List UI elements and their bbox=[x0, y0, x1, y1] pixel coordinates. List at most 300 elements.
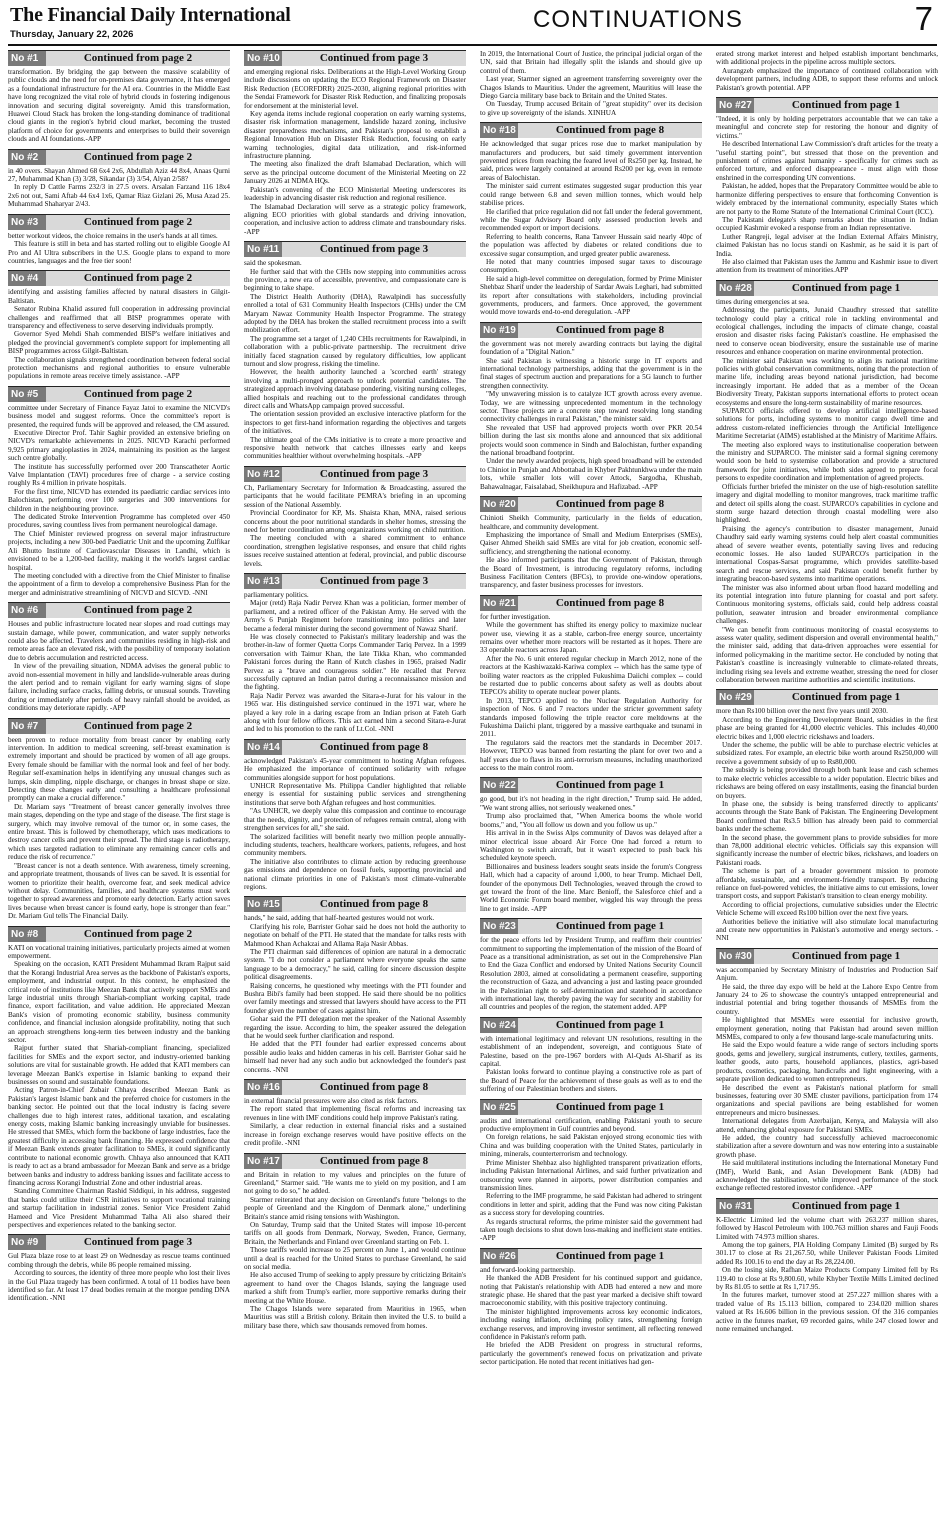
paragraph: The minister highlighted improvements across key economic indicators, including easing inflation, declining policy rates, strengthening foreign exchange reserves, and improving investor sentiment, all reflecting renewed confidence in Pakistan's reform path. bbox=[480, 1307, 702, 1341]
continued-from-label: Continued from page 3 bbox=[319, 574, 429, 587]
article-number: No #5 bbox=[8, 387, 46, 402]
section-title: CONTINUATIONS bbox=[533, 6, 743, 33]
paragraph: Raising concerns, he questioned why meetings with the PTI founder and Bushra Bibi's family had been stopped. He said there should be no politics over family meetings and stressed that lawyers should have access to the PTI founder given the number of cases against him. bbox=[244, 981, 466, 1015]
continued-from-label: Continued from page 1 bbox=[555, 920, 665, 933]
paragraph: Luther Rangreji, legal adviser at the Indian External Affairs Ministry, claimed Pakistan has no locus standi on Kashmir, as he said it is part of India. bbox=[716, 232, 938, 258]
article-body bbox=[480, 1035, 702, 1094]
article bbox=[8, 926, 230, 1230]
paragraph: The collaboration signals strengthened coordination between federal social protection mechanisms and regional authorities to ensure vulnerable populations in remote areas receive timely assistance. -APP bbox=[8, 355, 230, 381]
continued-from-label: Continued from page 1 bbox=[555, 1018, 665, 1031]
continuation-header bbox=[8, 926, 230, 942]
continued-from-label: Continued from page 2 bbox=[83, 52, 193, 64]
article-number: No #11 bbox=[244, 242, 282, 257]
continued-from-label: Continued from page 3 bbox=[83, 1236, 193, 1249]
article bbox=[8, 386, 230, 597]
article-number: No #2 bbox=[8, 150, 46, 165]
paragraph: for further investigation. bbox=[480, 612, 551, 621]
paragraph: Governor Syed Mehdi Shah commended BISP's welfare initiatives and pledged the provincial government's complete support for implementing all BISP programmes across Gilgit-Baltistan. bbox=[8, 330, 230, 356]
paragraph: The orientation session provided an exclusive interactive platform for the inspectors to get first-hand information regarding the objectives and targets of the initiatives. bbox=[244, 410, 466, 436]
continuation-header bbox=[480, 1099, 702, 1115]
paragraph: In view of the prevailing situation, NDMA advises the general public to avoid non-essential movement in hilly and landslide-vulnerable areas during the alert period and to remain vigilant for early warning signs of slope failure, including surface cracks, falling debris, or unusual sounds. Traveling during or immediately after periods of heavy rainfall should be avoided, as conditions may deteriorate rapidly. -APP bbox=[8, 662, 230, 713]
paragraph: KATI on vocational training initiatives, particularly projects aimed at women empowerment. bbox=[8, 943, 230, 960]
continued-from-label: Continued from page 1 bbox=[791, 99, 901, 112]
article-number: No #24 bbox=[480, 1018, 518, 1033]
paragraph: In 2019, the International Court of Justice, the principal judicial organ of the UN, said that Britain had illegally split the islands and should give up control of them. bbox=[480, 50, 702, 75]
article-body bbox=[716, 1216, 938, 1334]
continued-from-label: Continued from page 3 bbox=[319, 52, 429, 64]
continuation-header bbox=[8, 214, 230, 230]
paragraph: He added, the country had successfully achieved macroeconomic stabilization after a severe downturn and was now entering into a sustainable growth phase. bbox=[716, 1133, 938, 1159]
article-number: No #14 bbox=[244, 740, 282, 755]
column-4 bbox=[716, 50, 938, 1522]
continued-from-label: Continued from page 2 bbox=[83, 272, 193, 285]
paragraph: The regulators said the reactors met the standards in December 2017. However, TEPCO was banned from restarting the plant for over two and a half years due to flaws in its anti-terrorism measures, including unauthorized access to the main control room. bbox=[480, 738, 702, 773]
continuation-header bbox=[716, 280, 938, 296]
paragraph: Senator Rubina Khalid assured full cooperation in addressing provincial challenges and reaffirmed that all BISP programmes operate with transparency and effectiveness to serve deserving individuals promptly. bbox=[8, 305, 230, 330]
article-body bbox=[480, 795, 702, 913]
paragraph: The minister said Pakistan was working to align its national maritime policies with global conservation commitments, noting that the protection of marine life, including areas beyond national jurisdiction, had become increasingly important. He added that as a member of the Ocean Biodiversity Treaty, Pakistan supports international efforts to protect ocean ecosystems and ensure the long-term sustainability of marine resources. bbox=[716, 356, 938, 407]
paragraph: Gul Plaza blaze rose to at least 29 on Wednesday as rescue teams continued combing through the debris, while 86 people remained missing. bbox=[8, 1252, 230, 1269]
article-body bbox=[244, 1171, 466, 1331]
article bbox=[716, 689, 938, 942]
article bbox=[480, 1099, 702, 1243]
continued-from-label: Continued from page 8 bbox=[319, 1081, 429, 1094]
article-body bbox=[8, 944, 230, 1230]
paragraph: Addressing the participants, Junaid Chaudhry stressed that satellite technology could play a critical role in tackling environmental and ecological challenges, including the impacts of climate change, coastal erosion and disaster risks facing Pakistan's coastline. He emphasised the need to conserve ocean biodiversity, ensure the sustainable use of marine resources and enhance cooperation on marine environmental protection. bbox=[716, 306, 938, 357]
paragraph: On Saturday, Trump said that the United States will impose 10-percent tariffs on all goods from Denmark, Norway, Sweden, France, Germany, Britain, the Netherlands and Finland over Greenland starting on Feb. 1. bbox=[244, 1220, 466, 1246]
article-body bbox=[480, 1266, 702, 1367]
masthead bbox=[8, 2, 937, 46]
article bbox=[480, 322, 702, 491]
paragraph: Referring to health concerns, Rana Tanveer Hussain said nearly 40pc of the population was affected by diabetes or related conditions due to excessive sugar consumption, and urged greater public awareness. bbox=[480, 232, 702, 258]
paragraph: been proven to reduce mortality from breast cancer by enabling early intervention. In addition to medical screening, self-breast examination is extremely important and should be practiced by women of all age groups. Every female should be familiar with the normal look and feel of her body. Regular self-examination helps in identifying any unusual changes such as lumps, skin dimpling, nipple discharge, or changes in breast shape or size. Detecting these changes early and consulting a healthcare professional promptly can make a crucial difference." bbox=[8, 735, 230, 803]
paragraph: and emerging regional risks. Deliberations at the High-Level Working Group include discussions on updating the ECO Regional Framework on Disaster Risk Reduction (ECORFDRR) 2025-2030, aligning regional priorities with the Sendai Framework for Disaster Risk Reduction, and finalizing proposals for endorsement at the ministerial level. bbox=[244, 68, 466, 110]
paragraph: said the spokesman. bbox=[244, 259, 302, 268]
article bbox=[480, 496, 702, 590]
article-body bbox=[244, 68, 466, 236]
paragraph: Officials further briefed the minister on the use of high-resolution satellite imagery and digital modelling to monitor mangroves, track maritime traffic and detect oil spills along the coast. SUPARCO's capabilities in cyclone and storm surge hazard detection through coastal modelling were also highlighted. bbox=[716, 482, 938, 525]
paragraph: The Islamabad Declaration will serve as a strategic policy framework, aligning ECO priorities with global standards and driving innovation, cooperation, and inclusive action to address climate and transboundary risks. -APP bbox=[244, 202, 466, 236]
article-number: No #12 bbox=[244, 467, 282, 482]
article-body bbox=[8, 404, 230, 597]
paragraph: hands," he said, adding that half-hearted gestures would not work. bbox=[244, 914, 435, 923]
continuation-header bbox=[8, 1234, 230, 1250]
paragraph: He said, the three day expo will be held at the Lahore Expo Centre from January 24 to 26 to showcase the country's untapped entrepreneurial and industrial potential and bring together thousands of MSMEs from the country. bbox=[716, 982, 938, 1016]
article-body bbox=[716, 115, 938, 275]
article-body bbox=[244, 484, 466, 568]
paragraph: Trump also proclaimed that, "When America booms the whole world booms," and, "You all follow us down and you follow us up." bbox=[480, 812, 702, 829]
paragraph: "My unwavering mission is to catalyze ICT growth across every avenue. Today, we are witnessing unprecedented momentum in the technology sector. These projects are a concrete step toward resolving long standing connectivity challenges in rural Pakistan," the minister said. bbox=[480, 390, 702, 424]
paragraph: On the losing side, Rafhan Maize Products Company Limited fell by Rs 119.40 to close at Rs 9,800.60, while Khyber Textile Mills Limited declined by Rs 81.05 to settle at Rs 1,717.95. bbox=[716, 1266, 938, 1292]
article-number: No #10 bbox=[244, 51, 282, 66]
continuation-header bbox=[480, 918, 702, 934]
continued-from-label: Continued from page 2 bbox=[83, 927, 193, 940]
paragraph: Provincial Coordinator for KP, Ms. Shaista Khan, MNA, raised serious concerns about the poor nutritional standards in shelter homes, stressing the need for better coordination among organizations working on child nutrition. bbox=[244, 509, 466, 534]
paragraph: Chinioti Sheikh Community, particularly in the fields of education, healthcare, and community development. bbox=[480, 514, 702, 531]
continued-from-label: Continued from page 2 bbox=[83, 215, 193, 228]
continuation-header bbox=[480, 777, 702, 793]
article-number: No #16 bbox=[244, 1080, 282, 1095]
continuation-header bbox=[244, 241, 466, 257]
continuation-header bbox=[480, 1248, 702, 1264]
paragraph: erated strong market interest and helped establish important benchmarks, with additional projects in the pipeline across multiple sectors. bbox=[716, 50, 938, 67]
paragraph: The programme set a target of 1,240 CHIs recruitments for Rawalpindi, in collaboration with a public-private partnership. The recruitment drive initially faced stagnation caused by regulatory difficulties, low applicant turnout and slow progress, risking the timeline. bbox=[244, 334, 466, 368]
paragraph: for the peace efforts led by President Trump, and reaffirm their countries' commitment to supporting the implementation of the mission of the Board of Peace as a transitional administration, as set out in the Comprehensive Plan to End the Gaza Conflict and endorsed by United Nations Security Council Resolution 2803, aimed at consolidating a permanent ceasefire, supporting the reconstruction of Gaza, and advancing a just and lasting peace grounded in the Palestinian right to self-determination and statehood in accordance with international law, thereby paving the way for security and stability for all countries and peoples of the region, the statement added. APP bbox=[480, 936, 702, 1012]
continuation-header bbox=[244, 50, 466, 66]
paragraph: "Indeed, it is only by holding perpetrators accountable that we can take a meaningful and concrete step for restoring the honour and dignity of victims." bbox=[716, 115, 938, 140]
continuation-header bbox=[244, 739, 466, 755]
article bbox=[480, 1017, 702, 1094]
paragraph: He also claimed that Pakistan uses the Jammu and Kashmir issue to divert attention from its treatment of minorities.APP bbox=[716, 257, 938, 275]
paragraph: The meeting also finalized the draft Islamabad Declaration, which will serve as the principal outcome document of the Ministerial Meeting on 22 January 2026 at NDMA HQs. bbox=[244, 160, 466, 186]
paragraph: Acting Patron-in-Chief Zubair Chhaya described Meezan Bank as Pakistan's largest Islamic bank and the preferred choice for customers in the banking sector. He pointed out that the local industry is facing severe challenges due to high interest rates, additional taxation, and escalating energy costs, making Islamic banking increasingly unviable for businesses. He stressed that SMEs, which form the backbone of large industries, face the greatest difficulty in accessing bank financing. He expressed confidence that if Meezan Bank extends greater facilitation to SMEs, it could significantly contribute to national economic growth. Chhaya also announced that KATI is ready to act as a brand ambassador for Meezan Bank and serve as a bridge between banks and industry to address banking issues and facilitate access to financing across Korangi Industrial Zone and other industrial areas. bbox=[8, 1086, 230, 1187]
paragraph: Authorities believe the initiative will also stimulate local manufacturing and create new opportunities in Pakistan's automotive and energy sectors. -NNI bbox=[716, 917, 938, 943]
paragraph: In 2013, TEPCO applied to the Nuclear Regulation Authority for inspection of Nos. 6 and 7 reactors under the stricter government safety standards imposed following the triple reactor core meltdowns at the Fukushima Daiichi plant, triggered by a massive earthquake and tsunami in 2011. bbox=[480, 696, 702, 739]
continuation-header bbox=[480, 122, 702, 138]
paragraph: parliamentary politics. bbox=[244, 590, 309, 599]
paragraph: On Tuesday, Trump accused Britain of "great stupidity" over its decision to give up sovereignty of the islands. XINHUA bbox=[480, 100, 702, 117]
paragraph: audits and international certification, enabling Pakistani youth to secure productive employment in Gulf countries and beyond. bbox=[480, 1116, 702, 1134]
paragraph: While the government has shifted its energy policy to maximize nuclear power use, viewing it as a stable, carbon-free energy source, uncertainty remains over whether more reactors will be restarted as it hopes. There are 33 operable reactors across Japan. bbox=[480, 621, 702, 655]
article-number: No #3 bbox=[8, 215, 46, 230]
article-number: No #20 bbox=[480, 497, 518, 512]
article-number: No #6 bbox=[8, 603, 46, 618]
paragraph: Among the top gainers, PIA Holding Company Limited (B) surged by Rs 301.17 to close at Rs 21,267.50, while Unilever Pakistan Foods Limited added Rs 100.16 to end the day at Rs 28,224.00. bbox=[716, 1241, 938, 1266]
article bbox=[716, 50, 938, 92]
article-number: No #9 bbox=[8, 1235, 46, 1250]
paragraph: He described the event as Pakistan's national platform for small businesses, featuring over 30 SME cluster pavilions, participation from 174 organizations and special pavilions are being established for women entrepreneurs and micro businesses. bbox=[716, 1083, 938, 1117]
paragraph: As regards structural reforms, the prime minister said the government had taken tough decisions to shut down loss-making and inefficient state entities. -APP bbox=[480, 1217, 702, 1243]
paragraph: She revealed that USF had approved projects worth over PKR 20.54 billion during the last six months alone and announced that six additional projects would soon commence in Sindh and Balochistan, further expanding the national broadband footprint. bbox=[480, 423, 702, 458]
continued-from-label: Continued from page 2 bbox=[83, 150, 193, 163]
article bbox=[480, 50, 702, 117]
paragraph: transformation. By bridging the gap between the massive scalability of public clouds and the need for on-premises data governance, it has emerged as a foundational infrastructure for the AI era. Countries in the Middle East have long recognized the vital role of hybrid clouds in fostering indigenous innovation and securing digital sovereignty. Amid this transformation, Huawei Cloud Stack has broken the long-standing dominance of traditional cloud giants in the region's hybrid cloud market, becoming the trusted platform of choice for governments and enterprises to build their sovereign clouds and AI foundations.-APP bbox=[8, 68, 230, 144]
continued-from-label: Continued from page 1 bbox=[791, 949, 901, 962]
article bbox=[480, 595, 702, 773]
continuation-header bbox=[716, 689, 938, 705]
paragraph: The District Health Authority (DHA), Rawalpindi has successfully enrolled a total of 631 Community Health Inspectors (CHIs) under the CM Maryam Nawaz Community Health Inspector Programme. The strategy adopted by the DHA has broken the stalled recruitment process into a swift mobilization effort. bbox=[244, 292, 466, 335]
paragraph: On foreign relations, he said Pakistan enjoyed strong economic ties with China and was building cooperation with the United States, particularly in mining, minerals, counterterrorism and technology. bbox=[480, 1133, 702, 1159]
continuation-header bbox=[480, 1017, 702, 1033]
paragraph: Standing Committee Chairman Rashid Siddiqui, in his address, suggested that banks could utilize their CSR initiatives to support vocational training and startup facilitation in industrial zones. Senior Vice President Zahid Hameed and Vice President Muhammad Talha Ali also shared their perspectives and experiences related to the banking sector. bbox=[8, 1187, 230, 1229]
article-body bbox=[716, 298, 938, 685]
article-body bbox=[480, 1117, 702, 1243]
article-number: No #7 bbox=[8, 719, 46, 734]
continued-from-label: Continued from page 2 bbox=[83, 604, 193, 617]
continuation-header bbox=[8, 50, 230, 66]
paragraph: He also accused Trump of seeking to apply pressure by criticizing Britain's agreement to hand over the Chagos Islands, saying the language used marked a shift from Trump's earlier, more supportive remarks during their meeting at the White House. bbox=[244, 1271, 466, 1305]
continued-from-label: Continued from page 1 bbox=[791, 691, 901, 704]
continued-from-label: Continued from page 3 bbox=[319, 467, 429, 480]
paragraph: Speaking on the occasion, KATI President Muhammad Ikram Rajput said that the Korangi Industrial Area serves as the backbone of Pakistan's exports, employment, and industrial output. In this context, he emphasized the critical role of institutions like Meezan Bank that actively support SMEs and large industrial units through Shariah-compliant working capital, trade finance, export facilitation, and value addition. He appreciated Meezan Bank's vision of promoting economic stability, business community confidence, and financial inclusion alongside profitability, noting that such an approach strengthens long-term ties between industry and the banking sector. bbox=[8, 960, 230, 1044]
column-2 bbox=[244, 50, 466, 1522]
article-number: No #28 bbox=[716, 281, 754, 296]
paragraph: He described International Law Commission's draft articles for the treaty a "useful starting point", but stressed that those on the prevention and punishment of crimes against humanity - specifically for crimes such as enforced torture, and enforced disappearance - must align with those enshrined in the corresponding UN conventions. bbox=[716, 140, 938, 182]
article-body bbox=[244, 1097, 466, 1147]
paragraph: Praising the agency's contribution to disaster management, Junaid Chaudhry said early warning systems could help alert coastal communities ahead of severe weather events, potentially saving lives and reducing economic losses. He also lauded SUPARCO's participation in the international Cospas-Sarsat programme, which provides satellite-based search and rescue services, and said Pakistan could benefit further by integrating beacon-based systems into maritime operations. bbox=[716, 524, 938, 584]
article-number: No #21 bbox=[480, 596, 518, 611]
paragraph: He added that the PTI founder had earlier expressed concerns about possible audio leaks and hidden cameras in his cell. Barrister Gohar said he himself had never had any such audio but acknowledged the founder's past concerns. -NNI bbox=[244, 1040, 466, 1074]
article-body bbox=[480, 514, 702, 590]
paragraph: He said multilateral institutions including the International Monetary Fund (IMF), World Bank, and Asian Development Bank (ADB) had acknowledged the stabilisation, while improved performance of the stock exchange reflected restored investor confidence. -APP bbox=[716, 1159, 938, 1193]
column-3 bbox=[480, 50, 702, 1522]
article bbox=[8, 214, 230, 266]
paragraph: Prime Minister Shehbaz also highlighted transparent privatization efforts, including Pakistan International Airlines, and said further privatization and outsourcing were planned in airports, power distribution companies and transmission lines. bbox=[480, 1158, 702, 1192]
article-body bbox=[8, 167, 230, 209]
article-body bbox=[8, 736, 230, 921]
paragraph: He said the Expo would feature a wide range of sectors including sports goods, gems and jewellery, surgical instruments, cutlery, textiles, garments, leather goods, auto parts, household appliances, plastics, agri-based products, cosmetics, packaging, handicrafts and light engineering, with a separate pavilion dedicated to women entrepreneurs. bbox=[716, 1041, 938, 1084]
paragraph: International delegates from Azerbaijan, Kenya, and Malaysia will also attend, enhancing global exposure for Pakistani SMEs. bbox=[716, 1117, 938, 1134]
paragraph: "We can benefit from continuous monitoring of coastal ecosystems to assess water quality, sediment dispersion and overall environmental health," the minister said, adding that data-driven approaches were essential for informed policymaking in the maritime sector. He concluded by noting that Pakistan's coastline is increasingly vulnerable to climate-related threats, including rising sea levels and extreme weather, stressing the need for closer collaboration between maritime authorities and scientific institutions. bbox=[716, 625, 938, 685]
article bbox=[480, 918, 702, 1012]
paragraph: The scheme is part of a broader government mission to promote affordable, sustainable, and environment-friendly transport. By reducing reliance on fuel-powered vehicles, the initiative aims to cut emissions, lower transport costs, and support Pakistan's transition to clean energy mobility. bbox=[716, 867, 938, 901]
paragraph: Those tariffs would increase to 25 percent on June 1, and would continue until a deal is reached for the United States to purchase Greenland, he said on social media. bbox=[244, 1246, 466, 1271]
article-number: No #1 bbox=[8, 51, 46, 66]
continued-from-label: Continued from page 3 bbox=[319, 243, 429, 256]
paragraph: He thanked the ADB President for his continued support and guidance, noting that Pakistan's relationship with ADB had entered a new and more strategic phase. He shared that the past year marked a decisive shift toward macroeconomic stability, with this positive trajectory continuing. bbox=[480, 1274, 702, 1308]
article bbox=[8, 602, 230, 712]
paragraph: was accompanied by Secretary Ministry of Industries and Production Saif Anjum. bbox=[716, 965, 938, 983]
paragraph: He was closely connected to Pakistan's military leadership and was the brother-in-law of former Quetta Corps Commander Tariq Pervez. In a 1999 conversation with Taimur Khan, the late Tikka Khan, who commanded Pakistani forces during the Rann of Kutch clashes in 1965, praised Nadir Pervez as a "brave and courageous soldier." He recalled that Pervez successfully captured an Indian patrol during a reconnaissance mission and the fighting. bbox=[244, 632, 466, 692]
paragraph: Under the newly awarded projects, high speed broadband will be extended to Chiniot in Punjab and Abbottabad in Khyber Pakhtunkhwa under the main lots, while smaller lots will cover Attock, Sargodha, Khushab, Bahawalnagar, Faisalabad, Sheikhupura and Hafizabad. -APP bbox=[480, 457, 702, 491]
article bbox=[244, 739, 466, 892]
paragraph: According to sources, the identity of three more people who lost their lives in the Gul Plaza tragedy has been confirmed. A total of 11 bodies have been identified so far. At least 17 dead bodies remain at the morgue pending DNA identification. -NNI bbox=[8, 1269, 230, 1303]
article bbox=[244, 1153, 466, 1331]
paragraph: identifying and assisting families affected by natural disasters in Gilgit-Baltistan. bbox=[8, 288, 230, 305]
paragraph: The meeting concluded with a directive from the Chief Minister to finalise the appointment of a firm to develop a comprehensive Business Plan for the merger and administrative streamlining of NICVD and SICVD. -NNI bbox=[8, 571, 230, 597]
paragraph: in external financial pressures were also cited as risk factors. bbox=[244, 1097, 419, 1106]
article-number: No #13 bbox=[244, 574, 282, 589]
paragraph: The subsidy is being provided through both bank lease and cash schemes to make electric vehicles accessible to a wider population. Electric bikes and rickshaws are being offered on easy installments, easing the financial burden on buyers. bbox=[716, 766, 938, 800]
paragraph: The meeting also explored ways to institutionalise cooperation between the ministry and SUPARCO. The minister said a formal signing ceremony would soon be held to systemise collaboration and provide a structured framework for joint initiatives, while both sides agreed to prepare focal persons to expedite coordination and implementation of agreed projects. bbox=[716, 440, 938, 483]
paragraph: He highlighted that MSMEs were essential for inclusive growth, employment generation, noting that Pakistan had around seven million MSMEs, compared to only a few thousand large-scale manufacturing units. bbox=[716, 1016, 938, 1042]
paragraph: better workout videos, the choice remains in the user's hands at all times. bbox=[8, 231, 218, 240]
article bbox=[8, 50, 230, 144]
paragraph: He clarified that price regulation did not fall under the federal government, while the Sugar Advisory Board only assessed production levels and recommended export or import decisions. bbox=[480, 207, 702, 233]
article bbox=[244, 241, 466, 461]
paragraph: Gohar said the PTI delegation met the speaker of the National Assembly regarding the issue. According to him, the speaker assured the delegation that he would seek further clarification and respond. bbox=[244, 1015, 466, 1041]
paragraph: In reply D Cattle Farms 232/3 in 27.5 overs. Arsalan Farzand 116 18x4 2x6 not out, Sami Aftab 44 6x4 1x6, Qamar Riaz Gizlani 26, Musa Azad 25. Muhammad Shaharyar 2/43. bbox=[8, 183, 230, 209]
paragraph: Major (retd) Raja Nadir Pervez Khan was a politician, former member of parliament, and a retired officer of the Pakistan Army. He served with the Army's 6 Punjab Regiment before transitioning into politics and later became a federal minister during the second government of Nawaz Sharif. bbox=[244, 599, 466, 633]
article-body bbox=[480, 140, 702, 317]
article-number: No #26 bbox=[480, 1249, 518, 1264]
paragraph: The ultimate goal of the CMs initiative is to create a more proactive and responsive health network that catches illnesses early and keeps communities healthier without overwhelming hospitals. -APP bbox=[244, 435, 466, 461]
paragraph: According to official projections, cumulative subsidies under the Electric Vehicle Scheme will exceed Rs100 billion over the next five years. bbox=[716, 900, 938, 918]
article bbox=[244, 573, 466, 734]
continued-from-label: Continued from page 8 bbox=[319, 1154, 429, 1167]
continuation-header bbox=[244, 1079, 466, 1095]
article-body bbox=[8, 1252, 230, 1302]
article-number: No #4 bbox=[8, 271, 46, 286]
paragraph: with international legitimacy and relevant UN resolutions, resulting in the establishment of an independent, sovereign, and contiguous State of Palestine, based on the pre-1967 borders with Al-Quds Al-Sharif as its capital. bbox=[480, 1034, 702, 1069]
paragraph: the government was not merely awarding contracts but laying the digital foundation of a "Digital Nation." bbox=[480, 339, 702, 357]
continued-from-label: Continued from page 2 bbox=[83, 719, 193, 732]
article-number: No #30 bbox=[716, 949, 754, 964]
paragraph: go good, but it's not heading in the right direction," Trump said. He added, "We want strong allies, not seriously weakened ones." bbox=[480, 795, 702, 812]
article bbox=[716, 97, 938, 275]
paragraph: "As UNHCR, we deeply value this compassion and continue to encourage that the needs, dignity, and protection of refugees remain central, along with strengthen services for all," she said. bbox=[244, 807, 466, 833]
paragraph: Referring to the IMF programme, he said Pakistan had adhered to stringent conditions in letter and spirit, adding that the Fund was now citing Pakistan as a success story for developing countries. bbox=[480, 1192, 702, 1218]
paragraph: The Chief Minister reviewed progress on several major infrastructure projects, including a new 300-bed Paediatric Unit and the upcoming Zulfikar Ali Bhutto Institute of Cardiovascular Diseases in Landhi, which is envisioned to be a 1,200-bed facility, making it the world's largest cardiac hospital. bbox=[8, 529, 230, 572]
paragraph: Clarifying his role, Barrister Gohar said he does not hold the authority to negotiate on behalf of the PTI. He stated that the mandate for talks rests with Mahmood Khan Achakzai and Allama Raja Nasir Abbas. bbox=[244, 922, 466, 948]
paragraph: The institute has successfully performed over 200 Transcatheter Aortic Valve Implantation (TAVI) procedures free of charge - a service costing roughly Rs 4 million in private hospitals. bbox=[8, 462, 230, 488]
article-body bbox=[8, 620, 230, 712]
article bbox=[716, 948, 938, 1193]
continued-from-label: Continued from page 1 bbox=[555, 1249, 665, 1262]
article-body bbox=[480, 613, 702, 773]
article-body bbox=[716, 50, 938, 92]
continuation-header bbox=[480, 496, 702, 512]
paragraph: Last year, Starmer signed an agreement transferring sovereignty over the Chagos Islands to Mauritius. Under the agreement, Mauritius will lease the Diego Garcia military base back to Britain and the United States. bbox=[480, 75, 702, 101]
paragraph: Pakistan looks forward to continue playing a constructive role as part of the Board of Peace for the achievement of these goals as well as to end the suffering of our Palestinian brothers and sisters. bbox=[480, 1068, 702, 1094]
paragraph: Raja Nadir Pervez was awarded the Sitara-e-Jurat for his valour in the 1965 war. His distinguished service continued in the 1971 war, where he played a key role in a daring escape from an Indian prison at Fateh Garh along with four fellow officers. This act earned him a second Sitara-e-Jurat and led to his promotion to the rank of Lt.Col. -NNI bbox=[244, 691, 466, 734]
article bbox=[8, 149, 230, 209]
paragraph: After the No. 6 unit entered regular checkup in March 2012, none of the reactors at the Kashiwazaki-Kariwa complex -- which has the same type of boiling water reactors as the crippled Fukushima Daiichi complex -- could be restarted due to public concerns about safety as well as doubts about TEPCO's ability to operate nuclear power plants. bbox=[480, 654, 702, 697]
continued-from-label: Continued from page 1 bbox=[791, 1199, 901, 1212]
paragraph: Executive Director Prof. Tahir Saghir provided an extensive briefing on NICVD's remarkable achievements in 2025. NICVD Karachi performed 9,925 primary angioplasties in 2024, maintaining its position as the largest such centre globally. bbox=[8, 429, 230, 463]
article-body bbox=[480, 936, 702, 1012]
article-number: No #31 bbox=[716, 1199, 754, 1214]
article-number: No #15 bbox=[244, 897, 282, 912]
column-1 bbox=[8, 50, 230, 1522]
continuation-header bbox=[8, 386, 230, 402]
continuation-header bbox=[8, 270, 230, 286]
article-body bbox=[8, 232, 230, 266]
continuation-header bbox=[716, 948, 938, 964]
continued-from-label: Continued from page 8 bbox=[555, 596, 665, 609]
page-number: 7 bbox=[914, 0, 933, 37]
article-number: No #27 bbox=[716, 98, 754, 113]
paragraph: "Breast cancer is not a death sentence. With awareness, timely screening, and appropriate treatment, thousands of lives can be saved. It is essential for women to prioritize their health, overcome fear, and seek medical advice without delay. Communities, families, and healthcare systems must work together to spread awareness and promote early detection. Early action saves lives because when breast cancer is found early, hope is stronger than fear." Dr. Mariam Gul tells The Financial Daily. bbox=[8, 861, 230, 921]
continued-from-label: Continued from page 2 bbox=[83, 387, 193, 400]
paragraph: acknowledged Pakistan's 45-year commitment to hosting Afghan refugees. He emphasized the importance of continued solidarity with refugee communities alongside support for host populations. bbox=[244, 756, 466, 782]
continued-from-label: Continued from page 8 bbox=[555, 124, 665, 137]
article bbox=[480, 1248, 702, 1367]
paragraph: Billionaires and business leaders sought seats inside the forum's Congress Hall, which had a capacity of around 1,000, to hear Trump. Michael Dell, founder of the eponymous Dell Technologies, weaved through the crowd to get toward the front of the line. Marc Benioff, the Salesforce chief and a World Economic Forum board member, wiggled his way through the press line to get inside. -APP bbox=[480, 862, 702, 913]
paragraph: In the futures market, turnover stood at 257.227 million shares with a traded value of Rs 15.113 billion, compared to 234.020 million shares valued at Rs 16.606 billion in the previous session. Of the 316 companies active in the futures market, 69 recorded gains, while 247 closed lower and none remained unchanged. bbox=[716, 1291, 938, 1334]
article bbox=[244, 50, 466, 236]
article-number: No #18 bbox=[480, 123, 518, 138]
paragraph: Houses and public infrastructure located near slopes and road cuttings may sustain damage, while power, communication, and water supply networks could also be affected. Travelers and communities residing in high-risk and remote areas face an elevated risk, with the possibility of temporary isolation due to debris accumulation and restricted access. bbox=[8, 620, 230, 662]
paragraph: According to the Engineering Development Board, subsidies in the first phase are being granted for 41,000 electric vehicles. This includes 40,000 electric bikes and 1,000 electric rickshaws and loaders. bbox=[716, 715, 938, 741]
paragraph: Starmer reiterated that any decision on Greenland's future "belongs to the people of Greenland and the Kingdom of Denmark alone," underlining Britain's stance amid rising tensions with Washington. bbox=[244, 1195, 466, 1221]
continued-from-label: Continued from page 1 bbox=[555, 779, 665, 792]
article bbox=[480, 122, 702, 317]
paragraph: times during emergencies at sea. bbox=[716, 297, 810, 306]
paragraph: The Pakistani delegate's sharp remarks about the situation in Indian occupied Kashmir evoked a response from an Indian representative. bbox=[716, 215, 938, 233]
article bbox=[244, 466, 466, 568]
paragraph: He said a high-level committee on deregulation, formed by Prime Minister Shehbaz Sharif under the leadership of Sardar Awais Leghari, had submitted its report after consultations with stakeholders, including provincial governments, producers, and farmers. Once approved, the government would move towards end-to-end deregulation. -APP bbox=[480, 274, 702, 317]
paragraph: and Britain in relation to my values and principles on the future of Greenland," Starmer said. "He wants me to yield on my position, and I am not going to do so," he added. bbox=[244, 1170, 466, 1196]
article bbox=[480, 777, 702, 913]
paragraph: He further said that with the CHIs now stepping into communities across the province, a new era of accessible, preventive, and compassionate care is beginning to take shape. bbox=[244, 267, 466, 293]
paragraph: Ch, Parliamentary Secretary for Information & Broadcasting, assured the participants that he would facilitate PEMRA's briefing in an upcoming session of the National Assembly. bbox=[244, 483, 466, 509]
paragraph: The solarized facilities will benefit nearly two million people annually-including students, teachers, healthcare workers, patients, refugees, and host community members. bbox=[244, 832, 466, 858]
paragraph: The report stated that implementing fiscal reforms and increasing tax revenues in line with IMF conditions could help improve Pakistan's rating. bbox=[244, 1105, 466, 1122]
paragraph: The meeting concluded with a shared commitment to enhance coordination, strengthen legislative responses, and ensure that child rights issues receive sustained attention at federal, provincial, and public discourse levels. bbox=[244, 534, 466, 568]
paragraph: Under the scheme, the public will be able to purchase electric vehicles at subsidized rates. For example, an electric bike worth around Rs250,000 will receive a government subsidy of up to Rs80,000. bbox=[716, 741, 938, 766]
article bbox=[8, 270, 230, 380]
paragraph: She said Pakistan is witnessing a historic surge in IT exports and international technology partnerships, adding that the government is in the final stages of spectrum auction and preparations for a 5G launch to further strengthen connectivity. bbox=[480, 356, 702, 390]
article-body bbox=[716, 966, 938, 1193]
paragraph: Aurangzeb emphasized the importance of continued collaboration with development partners, including ADB, to support these reforms and unlock Pakistan's growth potential. APP bbox=[716, 66, 938, 92]
paragraph: Similarly, a clear reduction in external financial risks and a sustained increase in foreign exchange reserves would have positive effects on the credit profile. -NNI bbox=[244, 1122, 466, 1148]
paragraph: Pakistan, he added, hopes that the Preparatory Committee would be able to harmonize differing perspectives to ensure that forthcoming Convention is widely embraced by the international community, especially States which are not party to the Rome Statute of the International Criminal Court (ICC). bbox=[716, 182, 938, 216]
continued-from-label: Continued from page 1 bbox=[791, 281, 901, 294]
article-number: No #8 bbox=[8, 927, 46, 942]
article-number: No #22 bbox=[480, 778, 518, 793]
continuation-header bbox=[244, 466, 466, 482]
article-number: No #17 bbox=[244, 1154, 282, 1169]
paragraph: The minister said current estimates suggested sugar production this year could range between 6.8 and seven million tonnes, which would help stabilise prices. bbox=[480, 182, 702, 208]
article bbox=[716, 280, 938, 685]
paragraph: UNHCR Representative Ms. Philippa Candler highlighted that reliable energy is essential for sustaining public services and strengthening institutions that serve both Afghan refugees and host communities. bbox=[244, 782, 466, 807]
article bbox=[244, 896, 466, 1074]
paragraph: He also informed participants that the Government of Pakistan, through the Board of Investment, is introducing regulatory reforms, including Business Facilitation Centers (BFCs), to provide one-window operations, transparency, and faster business processes for investors. bbox=[480, 556, 702, 590]
paragraph: However, the health authority launched a 'scorched earth' strategy involving a multi-pronged approach to unlock potential candidates. The strategized approach involving database pondering, visiting nursing colleges, allied hospitals and reaching out to the professional candidates through direct calls and WhatsApp campaign proved successful. bbox=[244, 368, 466, 411]
paragraph: more than Rs100 billion over the next five years until 2030. bbox=[716, 707, 888, 716]
paragraph: His arrival in in the Swiss Alps community of Davos was delayed after a minor electrical issue aboard Air Force One had forced a return to Washington to switch aircraft, but it wasn't expected to push back his scheduled keynote speech. bbox=[480, 829, 702, 863]
article bbox=[244, 1079, 466, 1147]
paragraph: and forward-looking partnership. bbox=[480, 1265, 576, 1274]
paragraph: committee under Secretary of Finance Fayaz Jatoi to examine the NICVD's business model and suggest reforms. Once the committee's report is presented, the required funds will be approved and released, the CM assured. bbox=[8, 403, 230, 429]
article-body bbox=[244, 591, 466, 734]
continuation-header bbox=[480, 595, 702, 611]
paragraph: For the first time, NICVD has extended its paediatric cardiac services into Balochistan, performing over 100 surgeries and 300 interventions for children in the neighbouring province. bbox=[8, 487, 230, 513]
article-body bbox=[244, 914, 466, 1074]
continuation-header bbox=[8, 149, 230, 165]
continuation-header bbox=[716, 97, 938, 113]
article-number: No #19 bbox=[480, 323, 518, 338]
paragraph: Emphasizing the importance of Small and Medium Enterprises (SMEs), Qaiser Ahmed Sheikh said SMEs are vital for job creation, economic self-sufficiency, and strengthening the national economy. bbox=[480, 530, 702, 556]
paragraph: The minister was also informed about urban flood hazard modelling and its potential integration into future planning for coastal and port safety. Continuous monitoring systems, officials said, could help address coastal pollution, seawater intrusion and broader environmental compliance challenges. bbox=[716, 583, 938, 626]
paragraph: This feature is still in beta and has started rolling out to eligible Google AI Pro and AI Ultra subscribers in the U.S. Google plans to expand to more countries, languages and the free tier soon! bbox=[8, 240, 230, 265]
article-body bbox=[716, 707, 938, 942]
article bbox=[8, 1234, 230, 1302]
continuation-header bbox=[244, 573, 466, 589]
paragraph: He briefed the ADB President on progress in structural reforms, particularly the government's renewed focus on privatization and private sector participation. He noted that recent initiatives had gen- bbox=[480, 1341, 702, 1367]
continuation-header bbox=[8, 602, 230, 618]
article-body bbox=[8, 288, 230, 380]
article-body bbox=[480, 50, 702, 117]
continued-from-label: Continued from page 1 bbox=[555, 1100, 665, 1113]
article-body bbox=[244, 757, 466, 892]
continued-from-label: Continued from page 8 bbox=[555, 323, 665, 336]
paragraph: He noted that many countries imposed sugar taxes to discourage consumption. bbox=[480, 257, 702, 275]
article bbox=[716, 1198, 938, 1334]
paragraph: He acknowledged that sugar prices rose due to market manipulation by manufacturers and producers, but said timely government intervention prevented prices from reaching the feared level of Rs250 per kg. Instead, he said, prices were largely contained at around Rs200 per kg, even in remote areas of Balochistan. bbox=[480, 140, 702, 182]
continuation-header bbox=[244, 1153, 466, 1169]
continued-from-label: Continued from page 8 bbox=[319, 898, 429, 911]
paragraph: Rajput further stated that Shariah-compliant financing, specialized facilities for SMEs and the export sector, and industry-oriented banking solutions are vital for sustainable growth. He added that KATI members can leverage Meezan Bank's expertise in Islamic banking to expand their businesses on sound and sustainable foundations. bbox=[8, 1044, 230, 1087]
newspaper-title: The Financial Daily International bbox=[10, 4, 291, 26]
article-number: No #29 bbox=[716, 690, 754, 705]
continued-from-label: Continued from page 8 bbox=[555, 498, 665, 511]
issue-date: Thursday, January 22, 2026 bbox=[10, 29, 134, 40]
paragraph: Key agenda items include regional cooperation on early warning systems, disaster risk information management, landslide hazard zoning, inclusive disaster preparedness mechanisms, and Pakistan's proposal to establish a Regional Innovation Hub on Disaster Risk Reduction, focusing on early warning technologies, digital data utilization, and risk-informed infrastructure planning. bbox=[244, 110, 466, 161]
continuation-header bbox=[244, 896, 466, 912]
article-body bbox=[8, 68, 230, 144]
paragraph: The Chagos Islands were separated from Mauritius in 1965, when Mauritius was still a British colony. Britain then invited the U.S. to build a military base there, which saw thousands removed from homes. bbox=[244, 1305, 466, 1330]
continuation-header bbox=[480, 322, 702, 338]
paragraph: Dr. Mariam says "Treatment of breast cancer generally involves three main stages, depending on the type and stage of the disease. The first stage is surgery, which may involve removal of the tumor or, in some cases, the entire breast. This is followed by chemotherapy, which uses medications to destroy cancer cells and prevent their spread. The third stage is radiotherapy, which uses targeted radiation to eliminate any remaining cancer cells and reduce the risk of recurrence." bbox=[8, 802, 230, 862]
continuation-header bbox=[716, 1198, 938, 1214]
article-body bbox=[480, 340, 702, 491]
article-number: No #25 bbox=[480, 1100, 518, 1115]
paragraph: K-Electric Limited led the volume chart with 263.237 million shares, followed by Hascol Petroleum with 100.763 million shares and Fauji Foods Limited with 74.973 million shares. bbox=[716, 1215, 938, 1241]
paragraph: in 40 overs. Shayan Ahmed 68 6x4 2x6, Abdullah Aziz 44 8x4, Anaas Qurni 27, Muhammad Khan (3) 3/28, Sikandar (3) 3/54, Alyan 2/58? bbox=[8, 166, 230, 184]
paragraph: Pakistan's convening of the ECO Ministerial Meeting underscores its leadership in advancing disaster risk reduction and regional resilience. bbox=[244, 185, 466, 203]
